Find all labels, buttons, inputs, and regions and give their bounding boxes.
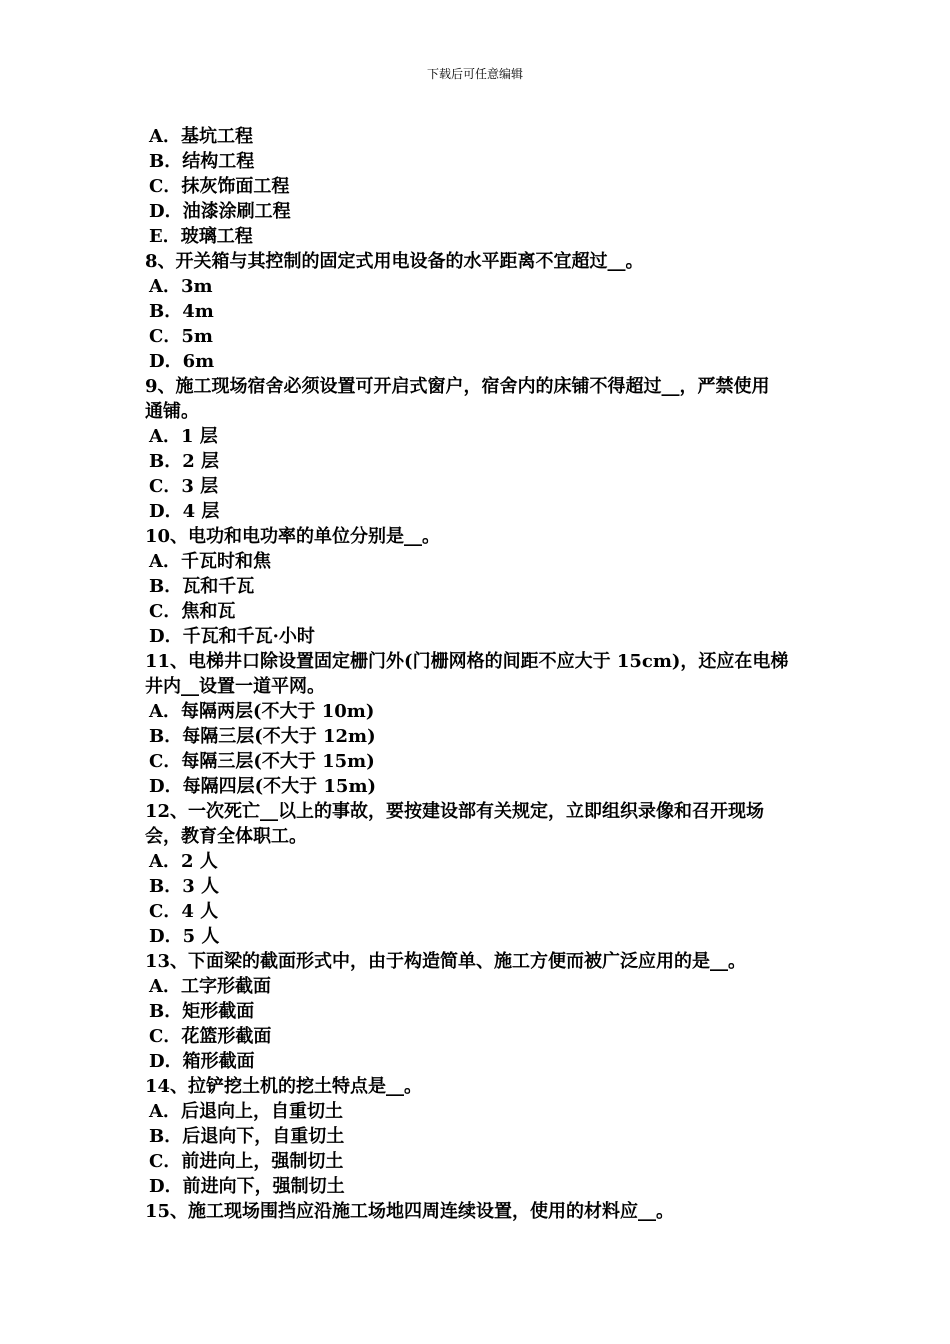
answer-option: E．玻璃工程	[149, 226, 253, 247]
question-line: 井内__设置一道平网。	[145, 676, 325, 697]
answer-option: A．后退向上，自重切土	[149, 1101, 343, 1122]
question-text	[145, 1074, 815, 1099]
answer-option: D．每隔四层(不大于 15m)	[149, 776, 377, 797]
question-line: 12、一次死亡__以上的事故，要按建设部有关规定，立即组织录像和召开现场	[145, 801, 765, 822]
answer-option: D．5 人	[149, 926, 220, 947]
answer-option: C．焦和瓦	[149, 601, 236, 622]
document-body	[145, 124, 815, 1224]
answer-option: A．2 人	[149, 851, 218, 872]
answer-option: B．4m	[149, 301, 214, 322]
answer-option: A．3m	[149, 276, 213, 297]
answer-option: C．4 人	[149, 901, 219, 922]
question-text	[145, 949, 815, 974]
page-header: 下载后可任意编辑	[426, 67, 523, 81]
answer-option: C．3 层	[149, 476, 219, 497]
question-text	[145, 524, 815, 549]
answer-option: A．基坑工程	[149, 126, 253, 147]
answer-option: D．前进向下，强制切土	[149, 1176, 345, 1197]
answer-option: D．6m	[149, 351, 215, 372]
answer-option: C．花篮形截面	[149, 1026, 272, 1047]
answer-option: A．工字形截面	[149, 976, 271, 997]
answer-option: B．瓦和千瓦	[149, 576, 255, 597]
answer-option: B．后退向下，自重切土	[149, 1126, 345, 1147]
answer-option: D．箱形截面	[149, 1051, 255, 1072]
answer-option: B．2 层	[149, 451, 220, 472]
answer-option: D．4 层	[149, 501, 220, 522]
question-text	[145, 1199, 815, 1224]
answer-option: C．抹灰饰面工程	[149, 176, 290, 197]
question-line: 9、施工现场宿舍必须设置可开启式窗户，宿舍内的床铺不得超过__，严禁使用	[145, 376, 770, 397]
answer-option: B．每隔三层(不大于 12m)	[149, 726, 376, 747]
answer-option: D．千瓦和千瓦·小时	[149, 626, 315, 647]
question-text	[145, 649, 815, 699]
answer-option: C．5m	[149, 326, 213, 347]
answer-option: A．每隔两层(不大于 10m)	[149, 701, 375, 722]
question-text	[145, 249, 815, 274]
question-line: 14、拉铲挖土机的挖土特点是__。	[145, 1076, 423, 1097]
answer-option: B．3 人	[149, 876, 220, 897]
answer-option: C．每隔三层(不大于 15m)	[149, 751, 375, 772]
question-line: 10、电功和电功率的单位分别是__。	[145, 526, 441, 547]
question-text	[145, 374, 815, 424]
answer-option: B．结构工程	[149, 151, 255, 172]
answer-option: A．千瓦时和焦	[149, 551, 271, 572]
question-line: 会，教育全体职工。	[145, 826, 307, 847]
question-line: 8、开关箱与其控制的固定式用电设备的水平距离不宜超过__。	[145, 251, 644, 272]
answer-option: B．矩形截面	[149, 1001, 255, 1022]
question-line: 11、电梯井口除设置固定栅门外(门栅网格的间距不应大于 15cm)，还应在电梯	[145, 651, 789, 672]
answer-option: D．油漆涂刷工程	[149, 201, 291, 222]
answer-option: A．1 层	[149, 426, 218, 447]
question-text	[145, 799, 815, 849]
question-line: 15、施工现场围挡应沿施工场地四周连续设置，使用的材料应__。	[145, 1201, 675, 1222]
question-line: 13、下面梁的截面形式中，由于构造简单、施工方便而被广泛应用的是__。	[145, 951, 747, 972]
answer-option: C．前进向上，强制切土	[149, 1151, 344, 1172]
question-line: 通铺。	[145, 401, 199, 422]
